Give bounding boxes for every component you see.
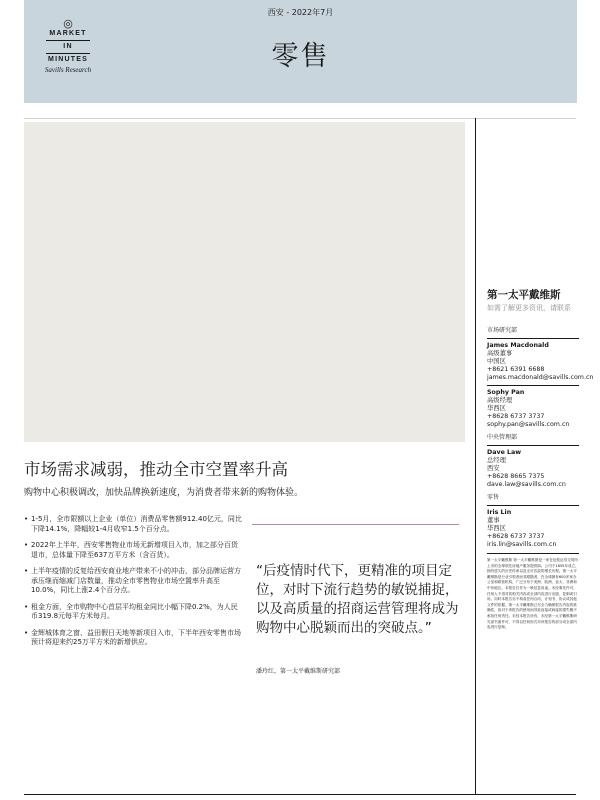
contact-phone: +8628 8665 7375: [487, 473, 545, 480]
contact-card: [487, 342, 594, 382]
contact-email[interactable]: iris.lin@savills.com.cn: [487, 541, 557, 548]
contact-region: 中国区: [487, 358, 506, 365]
contact-phone: +8628 6737 3737: [487, 413, 545, 420]
legal-disclaimer: 第一太平戴维斯 第一太平戴维斯是一家在伦敦证券交易所上市的全球领先房地产服务提供商。公司于1855年成立，拥有悠久的历史传承以及无可匹敌的增长历程。第一太平戴维斯是行业引领者而非跟随者，在全球拥有600多家办公室和联营机构，广泛分布于美洲、欧洲、亚太、非洲和中东地区。本报告仅作为一般信息用途。未经事先许可，任何人不得对其相关内容或全部内容进行出版、复制或引用。同时本报告亦不构成任何合同、计划书、协议或其他文件的依据。第一太平戴维斯已尽全力确保报告内容的准确性，但对于该报告的使用而导致直接或间接的损失概不承担任何责任。未经本报告所有，未经第一太平戴维斯研究部书面许可，不得以任何形式对该报告的部分或全部内容进行复制。: [487, 558, 579, 630]
report-title: 零售: [271, 41, 330, 72]
logo-subtitle: Savills Research: [44, 66, 92, 74]
contact-title: 董事: [487, 517, 500, 524]
key-point: • 租金方面，全市购物中心首层平均租金同比小幅下降0.2%，为人民币319.8元每平方米每月。: [24, 603, 242, 622]
footer-rule: [24, 794, 576, 795]
logo-line-3: MINUTES: [48, 56, 88, 63]
research-dept-heading: 市场研究部: [487, 327, 518, 334]
contact-region: 华西区: [487, 405, 506, 412]
key-point: • 2022年上半年，西安零售物业市场无新增项目入市，加之部分百货退市，总体量下降至637万平方米（含百货）。: [24, 541, 242, 560]
article-headline: 市场需求减弱，推动全市空置率升高: [24, 460, 288, 479]
logo-mark-icon: ◎: [63, 17, 73, 30]
top-divider: [24, 118, 576, 119]
key-point: • 1-5月，全市限额以上企业（单位）消费品零售额912.40亿元，同比下降14.1%，降幅较1-4月收窄1.5个百分点。: [24, 515, 242, 534]
section-rule: [487, 445, 579, 446]
section-rule: [487, 553, 579, 554]
sidebar-tagline: 如需了解更多资讯，请联系: [487, 304, 571, 312]
contact-title: 高级董事: [487, 350, 513, 357]
contact-name: Sophy Pan: [487, 389, 525, 396]
report-date: 西安 - 2022年7月: [267, 8, 334, 17]
contact-card: [487, 389, 579, 429]
contact-card: [487, 449, 579, 489]
contact-separator: [487, 385, 579, 386]
contact-title: 总经理: [487, 457, 506, 464]
column-divider: [475, 118, 476, 794]
central-dept-heading: 中央管理部: [487, 434, 518, 441]
quote-divider: [252, 524, 459, 525]
quote-attribution: 潘玲红，第一太平戴维斯研究部: [256, 668, 341, 675]
contact-card: [487, 509, 579, 549]
pull-quote: “后疫情时代下，更精准的项目定位，对时下流行趋势的敏锐捕捉，以及高质量的招商运营管理将成为购物中心脱颖而出的突破点。”: [256, 563, 459, 636]
key-point: • 上半年疫情的反复给西安商业地产带来不小的冲击，部分品牌运营方承压继而缩减门店数量，推动全市零售物业市场空置率升高至10.0%，同比上涨2.4个百分点。: [24, 567, 242, 596]
section-rule: [487, 338, 579, 339]
contact-name: Iris Lin: [487, 509, 512, 516]
article-subheadline: 购物中心积极调改，加快品牌换新速度，为消费者带来新的购物体验。: [24, 488, 304, 498]
retail-dept-heading: 零售: [487, 494, 500, 501]
contact-region: 西安: [487, 465, 500, 472]
contact-title: 高级经理: [487, 397, 513, 404]
contacts-sidebar: [487, 289, 594, 631]
key-point: • 金辉城体育之窗、益田假日天地等新项目入市，下半年西安零售市场预计将迎来约25万平方米的新增供应。: [24, 629, 242, 648]
sidebar-company: 第一太平戴维斯: [487, 289, 561, 301]
section-rule: [487, 505, 579, 506]
logo-line-2: IN: [63, 43, 73, 50]
key-points-list: [24, 515, 242, 655]
contact-name: James Macdonald: [487, 342, 549, 349]
contact-name: Dave Law: [487, 449, 522, 456]
contact-phone: +8628 6737 3737: [487, 533, 545, 540]
contact-region: 华西区: [487, 525, 506, 532]
contact-email[interactable]: james.macdonald@savills.com.cn: [487, 374, 594, 381]
contact-email[interactable]: sophy.pan@savills.com.cn: [487, 421, 570, 428]
logo-line-1: MARKET: [49, 30, 87, 37]
hero-image-placeholder: [24, 122, 465, 442]
contact-phone: +8621 6391 6688: [487, 366, 545, 373]
report-header: [24, 0, 577, 103]
contact-email[interactable]: dave.law@savills.com.cn: [487, 481, 566, 488]
